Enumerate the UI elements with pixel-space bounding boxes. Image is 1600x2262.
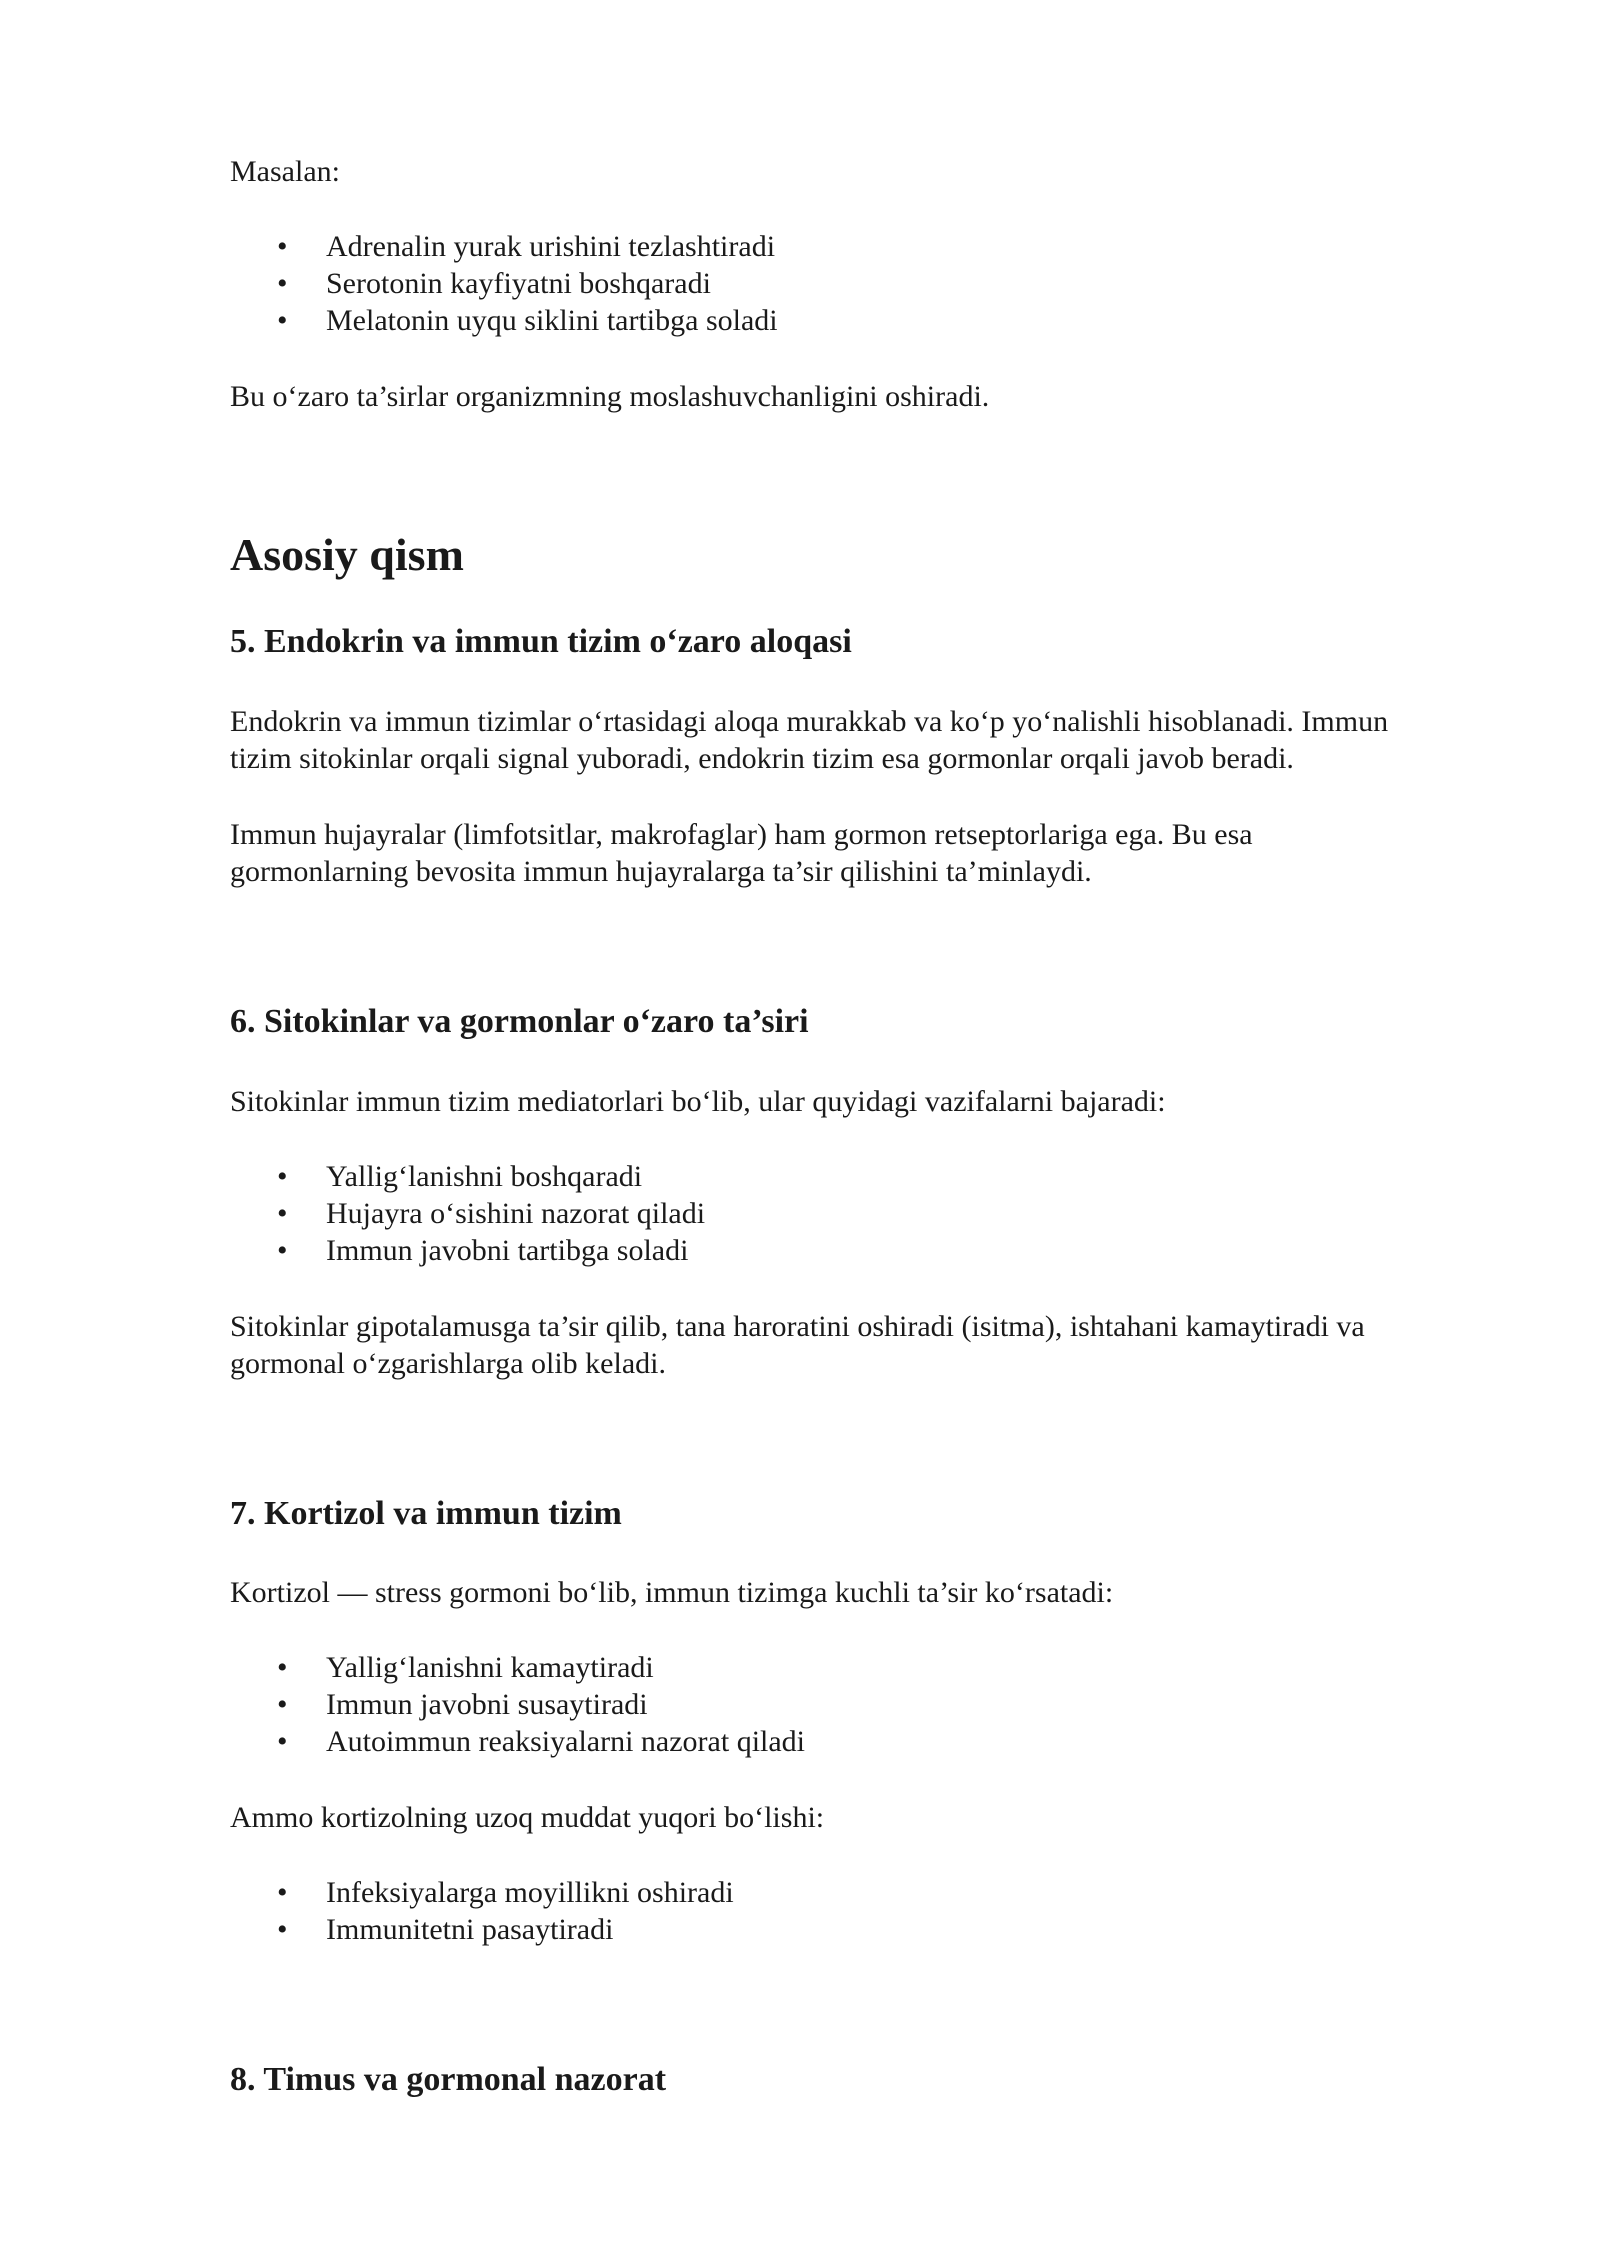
intro-lead: Masalan: xyxy=(230,155,340,188)
section-8-title: 8. Timus va gormonal nazorat xyxy=(230,2061,667,2098)
main-heading: Asosiy qism xyxy=(230,529,464,580)
section-6-lead: Sitokinlar immun tizim mediatorlari bo‘lib, ular quyidagi vazifalarni bajaradi: xyxy=(230,1085,1166,1118)
section-7-lead-2: Ammo kortizolning uzoq muddat yuqori bo‘lishi: xyxy=(230,1801,825,1834)
paragraph-line: gormonal o‘zgarishlarga olib keladi. xyxy=(230,1347,666,1380)
list-item: • Immunitetni pasaytiradi xyxy=(230,1911,734,1948)
section-5-paragraph-1 xyxy=(230,703,1388,777)
section-6-list xyxy=(230,1158,705,1269)
list-item: • Serotonin kayfiyatni boshqaradi xyxy=(230,265,778,302)
paragraph-line: tizim sitokinlar orqali signal yuboradi, endokrin tizim esa gormonlar orqali javob beradi. xyxy=(230,742,1294,775)
paragraph-line: Sitokinlar gipotalamusga ta’sir qilib, tana haroratini oshiradi (isitma), ishtahani kamaytiradi va xyxy=(230,1310,1365,1343)
paragraph-line: Endokrin va immun tizimlar o‘rtasidagi aloqa murakkab va ko‘p yo‘nalishli hisoblanadi. Immun xyxy=(230,705,1389,738)
section-7-list-2 xyxy=(230,1874,734,1948)
section-6-title: 6. Sitokinlar va gormonlar o‘zaro ta’siri xyxy=(230,1003,809,1040)
section-7-list xyxy=(230,1649,805,1760)
list-item: • Hujayra o‘sishini nazorat qiladi xyxy=(230,1195,705,1232)
section-5-paragraph-2 xyxy=(230,816,1253,890)
intro-list xyxy=(230,228,778,339)
list-item: • Melatonin uyqu siklini tartibga soladi xyxy=(230,302,778,339)
section-7-lead: Kortizol — stress gormoni bo‘lib, immun tizimga kuchli ta’sir ko‘rsatadi: xyxy=(230,1576,1114,1609)
paragraph-line: Immun hujayralar (limfotsitlar, makrofaglar) ham gormon retseptorlariga ega. Bu esa xyxy=(230,818,1253,851)
list-item: • Yallig‘lanishni boshqaradi xyxy=(230,1158,705,1195)
list-item: • Autoimmun reaksiyalarni nazorat qiladi xyxy=(230,1723,805,1760)
list-item: • Adrenalin yurak urishini tezlashtiradi xyxy=(230,228,778,265)
section-7-title: 7. Kortizol va immun tizim xyxy=(230,1495,622,1532)
list-item: • Immun javobni tartibga soladi xyxy=(230,1232,705,1269)
paragraph-line: gormonlarning bevosita immun hujayralarga ta’sir qilishini ta’minlaydi. xyxy=(230,855,1092,888)
list-item: • Immun javobni susaytiradi xyxy=(230,1686,805,1723)
section-6-paragraph xyxy=(230,1308,1365,1382)
intro-summary: Bu o‘zaro ta’sirlar organizmning moslashuvchanligini oshiradi. xyxy=(230,380,990,413)
section-5-title: 5. Endokrin va immun tizim o‘zaro aloqasi xyxy=(230,623,852,660)
list-item: • Yallig‘lanishni kamaytiradi xyxy=(230,1649,805,1686)
list-item: • Infeksiyalarga moyillikni oshiradi xyxy=(230,1874,734,1911)
